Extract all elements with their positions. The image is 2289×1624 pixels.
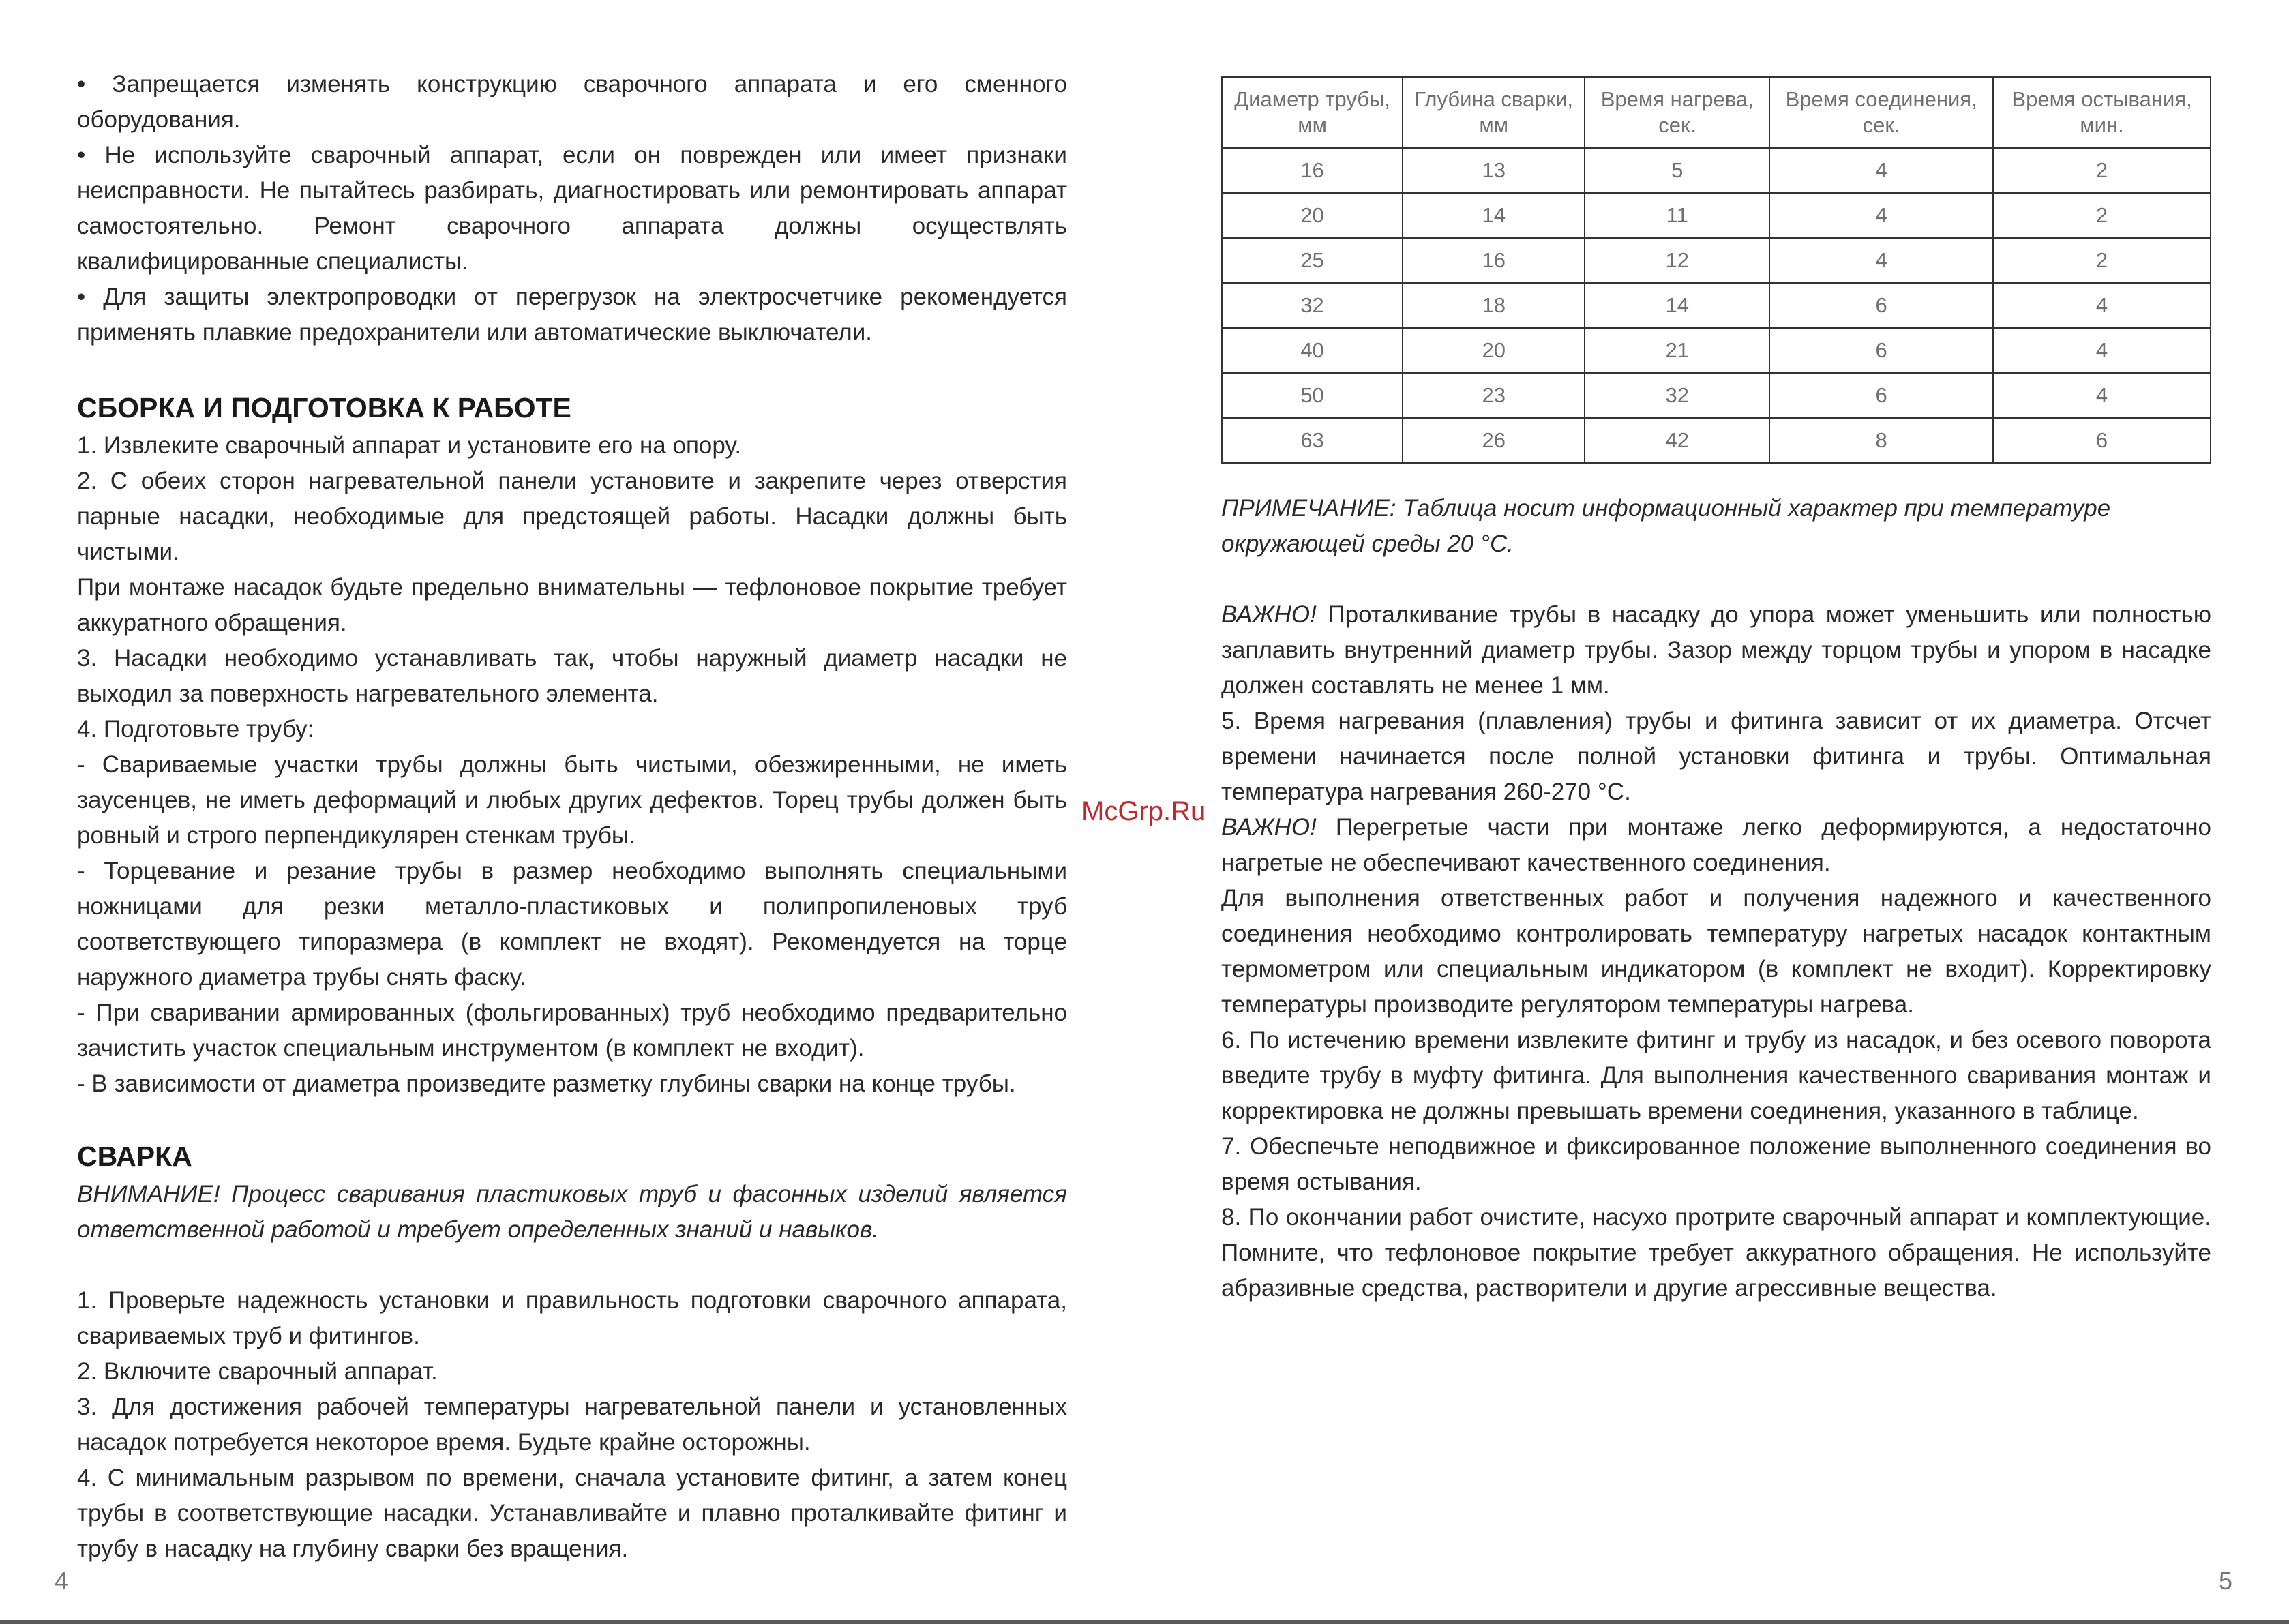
table-cell: 20 [1403, 328, 1585, 373]
page-number-right: 5 [2219, 1567, 2233, 1595]
important-label: ВАЖНО! [1221, 601, 1317, 628]
table-cell: 6 [1769, 328, 1993, 373]
paragraph: 4. Подготовьте трубу: [77, 716, 314, 742]
paragraph: 2. Включите сварочный аппарат. [77, 1358, 438, 1385]
paragraph: 1. Проверьте надежность установки и правильность подготовки сварочного аппарата, свариваемых труб и фитингов. [77, 1287, 1067, 1349]
table-cell: 2 [1993, 238, 2211, 283]
table-cell: 21 [1585, 328, 1769, 373]
table-cell: 20 [1222, 193, 1403, 238]
table-cell: 6 [1769, 283, 1993, 328]
intro-paragraph: • Для защиты электропроводки от перегрузок на электросчетчике рекомендуется применять плавкие предохранители или автоматические выключатели. [77, 284, 1067, 346]
table-cell: 4 [1993, 283, 2211, 328]
table-cell: 2 [1993, 193, 2211, 238]
paragraph: - Торцевание и резание трубы в размер необходимо выполнять специальными ножницами для резки металло-пластиковых и полипропиленовых труб соответствующего типоразмера (в комплект не входят). Рекомендуется на торце наружного диаметра трубы снять фаску. [77, 858, 1067, 991]
note-text: Таблица носит информационный характер при температуре окружающей среды 20 °С. [1221, 495, 2111, 557]
table-header-cell: Время соединения, сек. [1769, 77, 1993, 148]
table-cell: 14 [1585, 283, 1769, 328]
table-row [1222, 328, 2211, 373]
section-heading-welding: СВАРКА [77, 1141, 192, 1172]
paragraph: - При сваривании армированных (фольгированных) труб необходимо предварительно зачистить участок специальным инструментом (в комплект не входит). [77, 999, 1067, 1062]
intro-paragraph: • Запрещается изменять конструкцию сварочного аппарата и его сменного оборудования. [77, 71, 1067, 133]
table-cell: 4 [1993, 328, 2211, 373]
table-row [1222, 148, 2211, 193]
table-cell: 42 [1585, 418, 1769, 463]
note-paragraph [1221, 491, 2211, 562]
table-row [1222, 373, 2211, 418]
paragraph: - В зависимости от диаметра произведите разметку глубины сварки на конце трубы. [77, 1070, 1016, 1097]
table-cell: 4 [1769, 238, 1993, 283]
table-cell: 6 [1769, 373, 1993, 418]
table-cell: 18 [1403, 283, 1585, 328]
note-label: ПРИМЕЧАНИЕ: [1221, 495, 1396, 522]
table-cell: 14 [1403, 193, 1585, 238]
paragraph: Для выполнения ответственных работ и получения надежного и качественного соединения необходимо контролировать температуру нагретых насадок контактным термометром или специальным индикатором (в комплект не входит). Корректировку температуры производите регулятором температуры нагрева. [1221, 885, 2211, 1018]
table-cell: 50 [1222, 373, 1403, 418]
important-paragraph [1221, 597, 2211, 704]
important-label: ВАЖНО! [1221, 814, 1317, 841]
watermark: McGrp.Ru [1081, 796, 1206, 826]
warning-paragraph [77, 1177, 1067, 1248]
table-row [1222, 238, 2211, 283]
table-cell: 5 [1585, 148, 1769, 193]
welding-parameters-table [1221, 76, 2211, 464]
table-cell: 32 [1585, 373, 1769, 418]
bottom-divider [0, 1620, 2289, 1624]
table-cell: 4 [1769, 193, 1993, 238]
warning-text: Процесс сваривания пластиковых труб и фасонных изделий является ответственной работой и требует определенных знаний и навыков. [77, 1181, 1067, 1243]
table-header-cell: Диаметр трубы, мм [1222, 77, 1403, 148]
important-text: Проталкивание трубы в насадку до упора может уменьшить или полностью заплавить внутренний диаметр трубы. Зазор между торцом трубы и упором в насадке должен составлять не менее 1 мм. [1221, 601, 2211, 699]
table-header-cell: Глубина сварки, мм [1403, 77, 1585, 148]
left-page [77, 67, 1067, 1567]
table-row [1222, 193, 2211, 238]
paragraph: 3. Для достижения рабочей температуры нагревательной панели и установленных насадок потребуется некоторое время. Будьте крайне осторожны. [77, 1394, 1067, 1456]
table-cell: 13 [1403, 148, 1585, 193]
table-cell: 63 [1222, 418, 1403, 463]
paragraph: При монтаже насадок будьте предельно внимательны — тефлоновое покрытие требует аккуратного обращения. [77, 574, 1067, 636]
paragraph: 5. Время нагревания (плавления) трубы и фитинга зависит от их диаметра. Отсчет времени начинается после полной установки фитинга и трубы. Оптимальная температура нагревания 260-270 °С. [1221, 708, 2211, 805]
table-cell: 16 [1222, 148, 1403, 193]
paragraph: - Свариваемые участки трубы должны быть чистыми, обезжиренными, не иметь заусенцев, не иметь деформаций и любых других дефектов. Торец трубы должен быть ровный и строго перпендикулярен стенкам трубы. [77, 751, 1067, 849]
table-cell: 12 [1585, 238, 1769, 283]
intro-paragraph: • Не используйте сварочный аппарат, если он поврежден или имеет признаки неисправности. Не пытайтесь разбирать, диагностировать или ремонтировать аппарат самостоятельно. Ремонт сварочного аппарата должны осуществлять квалифицированные специалисты. [77, 142, 1067, 275]
table-cell: 6 [1993, 418, 2211, 463]
important-text: Перегретые части при монтаже легко деформируются, а недостаточно нагретые не обеспечивают качественного соединения. [1221, 814, 2211, 876]
section-heading-assembly: СБОРКА И ПОДГОТОВКА К РАБОТЕ [77, 392, 571, 423]
paragraph: 4. С минимальным разрывом по времени, сначала установите фитинг, а затем конец трубы в соответствующие насадки. Устанавливайте и плавно проталкивайте фитинг и трубу в насадку на глубину сварки без вращения. [77, 1464, 1067, 1562]
important-paragraph [1221, 810, 2211, 881]
table-row [1222, 283, 2211, 328]
table-cell: 32 [1222, 283, 1403, 328]
page-number-left: 4 [55, 1567, 69, 1595]
table-cell: 25 [1222, 238, 1403, 283]
paragraph: 8. По окончании работ очистите, насухо протрите сварочный аппарат и комплектующие. Помните, что тефлоновое покрытие требует аккуратного обращения. Не используйте абразивные средства, растворители и другие агрессивные вещества. [1221, 1204, 2211, 1302]
warning-label: ВНИМАНИЕ! [77, 1181, 220, 1207]
table-row [1222, 418, 2211, 463]
paragraph: 6. По истечению времени извлеките фитинг и трубу из насадок, и без осевого поворота введите трубу в муфту фитинга. Для выполнения качественного сваривания монтаж и корректировка не должны превышать времени соединения, указанного в таблице. [1221, 1027, 2211, 1124]
table-header-row [1222, 77, 2211, 148]
table-cell: 4 [1993, 373, 2211, 418]
right-page [1221, 76, 2211, 1306]
table-header-cell: Время нагрева, сек. [1585, 77, 1769, 148]
table-cell: 8 [1769, 418, 1993, 463]
paragraph: 1. Извлеките сварочный аппарат и установите его на опору. [77, 432, 742, 459]
table-cell: 26 [1403, 418, 1585, 463]
table-cell: 16 [1403, 238, 1585, 283]
table-cell: 40 [1222, 328, 1403, 373]
paragraph: 2. С обеих сторон нагревательной панели установите и закрепите через отверстия парные насадки, необходимые для предстоящей работы. Насадки должны быть чистыми. [77, 468, 1067, 565]
table-cell: 23 [1403, 373, 1585, 418]
table-cell: 11 [1585, 193, 1769, 238]
table-cell: 2 [1993, 148, 2211, 193]
table-header-cell: Время остывания, мин. [1993, 77, 2211, 148]
table-cell: 4 [1769, 148, 1993, 193]
paragraph: 3. Насадки необходимо устанавливать так, чтобы наружный диаметр насадки не выходил за поверхность нагревательного элемента. [77, 645, 1067, 707]
paragraph: 7. Обеспечьте неподвижное и фиксированное положение выполненного соединения во время остывания. [1221, 1133, 2211, 1195]
